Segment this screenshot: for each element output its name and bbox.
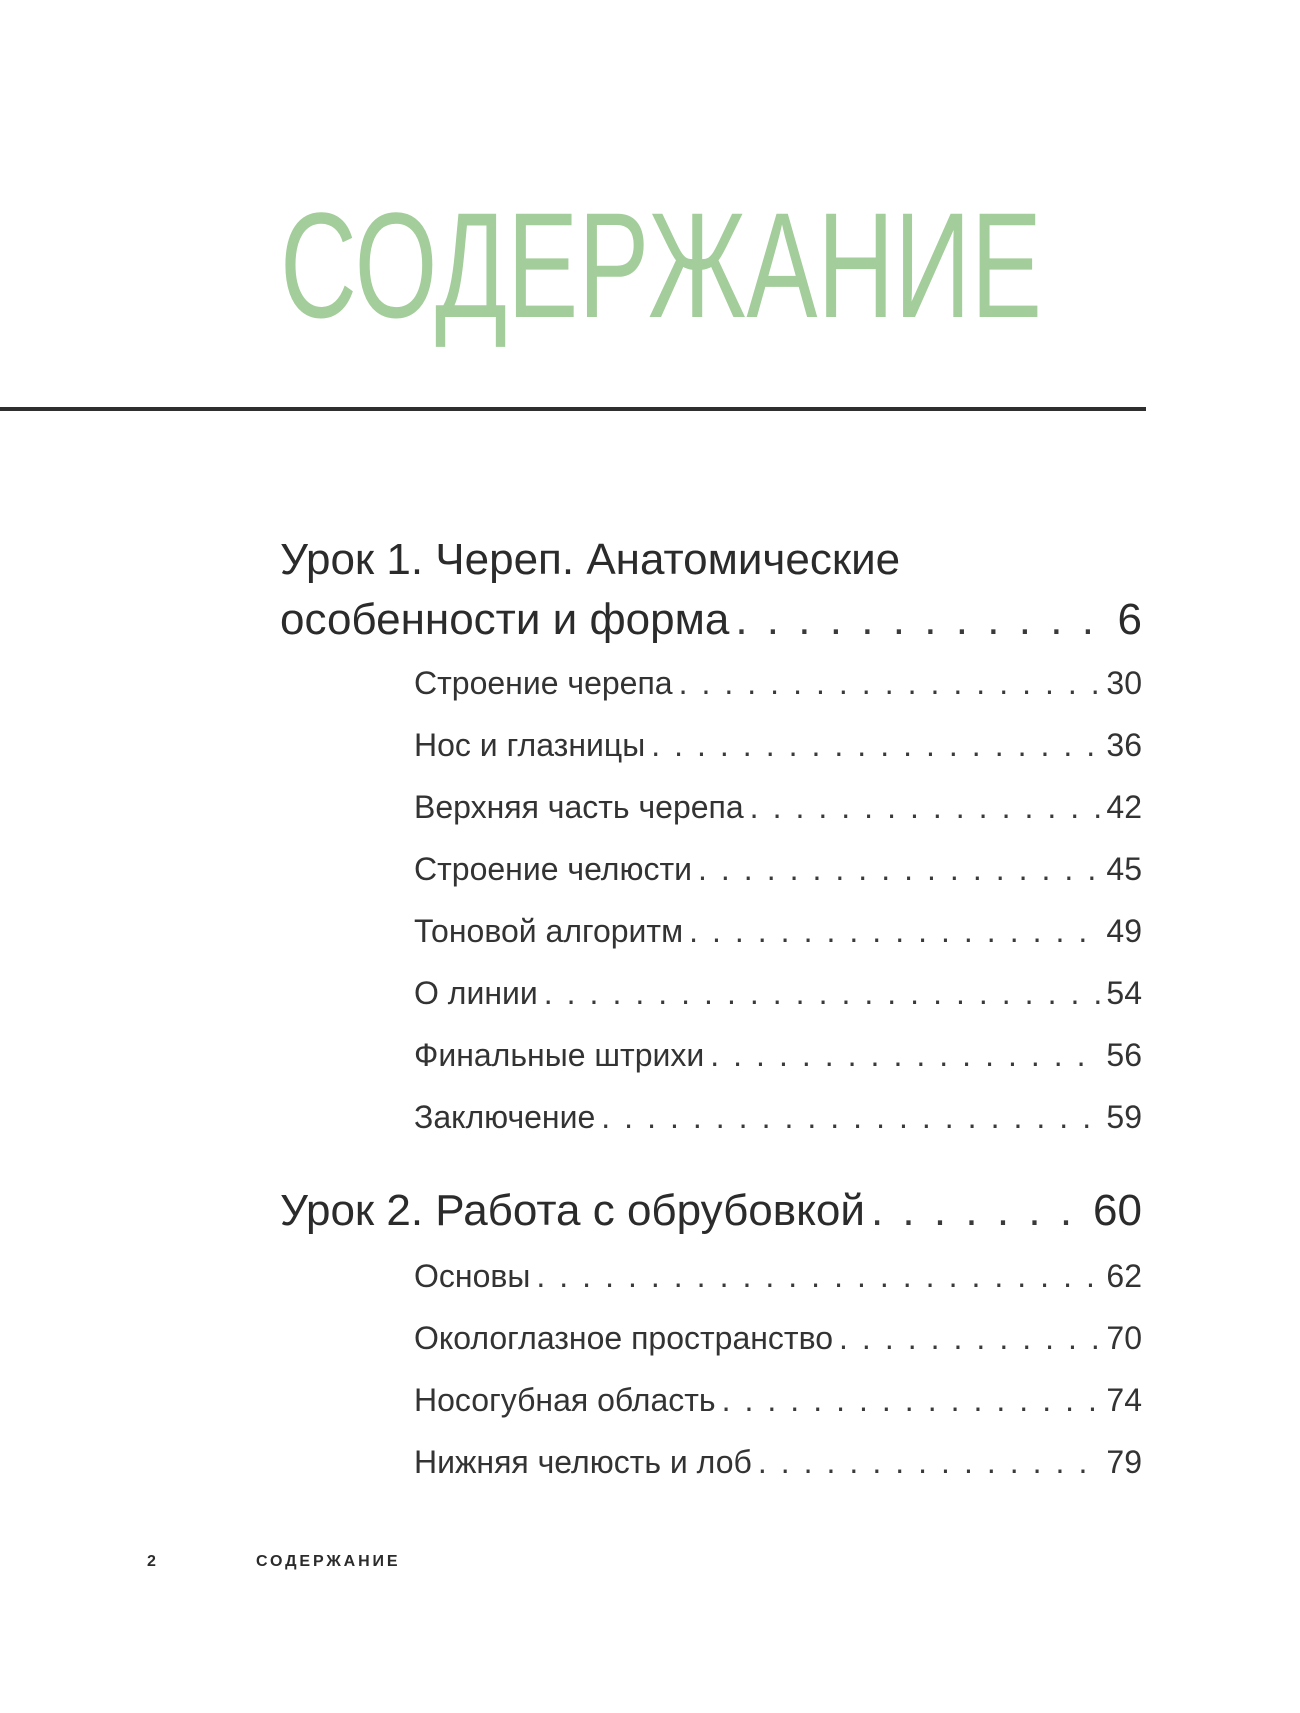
toc-item-title: Нижняя челюсть и лоб <box>414 1444 752 1480</box>
dot-leader <box>735 589 1111 651</box>
lesson-1-title-line2: особенности и форма <box>280 595 730 644</box>
toc-item[interactable] <box>414 1316 1142 1360</box>
toc-item-title: Строение черепа <box>414 665 673 701</box>
toc-item[interactable] <box>414 909 1142 953</box>
toc-item-page: 70 <box>1106 1320 1142 1356</box>
dot-leader <box>601 1095 1100 1139</box>
toc-lesson-2[interactable] <box>280 1180 1142 1242</box>
toc-item-title: Окологлазное пространство <box>414 1320 834 1356</box>
dot-leader <box>758 1440 1101 1484</box>
dot-leader <box>839 1316 1100 1360</box>
dot-leader <box>651 723 1100 767</box>
toc-item-page: 45 <box>1106 851 1142 887</box>
toc-item[interactable] <box>414 723 1142 767</box>
toc-lesson-1[interactable] <box>280 589 1142 651</box>
toc-item[interactable] <box>414 1378 1142 1422</box>
toc-item-page: 74 <box>1106 1382 1142 1418</box>
toc-item-page: 54 <box>1106 975 1142 1011</box>
toc-item-page: 59 <box>1106 1099 1142 1135</box>
toc-item[interactable] <box>414 847 1142 891</box>
toc-item[interactable] <box>414 971 1142 1015</box>
toc-item-page: 30 <box>1106 665 1142 701</box>
dot-leader <box>536 1254 1100 1298</box>
page-title: СОДЕРЖАНИЕ <box>280 181 1042 349</box>
toc-item[interactable] <box>414 661 1142 705</box>
dot-leader <box>722 1378 1101 1422</box>
footer-page-number: 2 <box>147 1553 156 1570</box>
toc-item-page: 36 <box>1106 727 1142 763</box>
lesson-2-page: 60 <box>1093 1186 1142 1235</box>
toc-item[interactable] <box>414 1033 1142 1077</box>
toc-item-title: Заключение <box>414 1099 596 1135</box>
toc-item-title: Нос и глазницы <box>414 727 646 763</box>
dot-leader <box>544 971 1101 1015</box>
toc-item-title: О линии <box>414 975 538 1011</box>
toc-item[interactable] <box>414 1254 1142 1298</box>
toc-item-title: Финальные штрихи <box>414 1037 705 1073</box>
toc-item[interactable] <box>414 1440 1142 1484</box>
toc-item-page: 56 <box>1106 1037 1142 1073</box>
toc-item-page: 42 <box>1106 789 1142 825</box>
toc-item-page: 62 <box>1106 1258 1142 1294</box>
dot-leader <box>750 785 1101 829</box>
toc-item-title: Тоновой алгоритм <box>414 913 684 949</box>
lesson-2-title: Урок 2. Работа с обрубовкой <box>280 1186 865 1235</box>
dot-leader <box>679 661 1101 705</box>
dot-leader <box>698 847 1100 891</box>
footer-running-title: СОДЕРЖАНИЕ <box>256 1553 401 1570</box>
toc-item-title: Строение челюсти <box>414 851 692 887</box>
toc-item-title: Основы <box>414 1258 531 1294</box>
toc-item-title: Носогубная область <box>414 1382 716 1418</box>
toc-item-title: Верхняя часть черепа <box>414 789 744 825</box>
toc-item[interactable] <box>414 785 1142 829</box>
dot-leader <box>710 1033 1100 1077</box>
dot-leader <box>689 909 1100 953</box>
toc-item[interactable] <box>414 1095 1142 1139</box>
toc-item-page: 49 <box>1106 913 1142 949</box>
dot-leader <box>871 1180 1087 1242</box>
toc-item-page: 79 <box>1106 1444 1142 1480</box>
lesson-1-title-line1: Урок 1. Череп. Анатомические <box>280 535 901 584</box>
lesson-1-page: 6 <box>1117 595 1142 644</box>
